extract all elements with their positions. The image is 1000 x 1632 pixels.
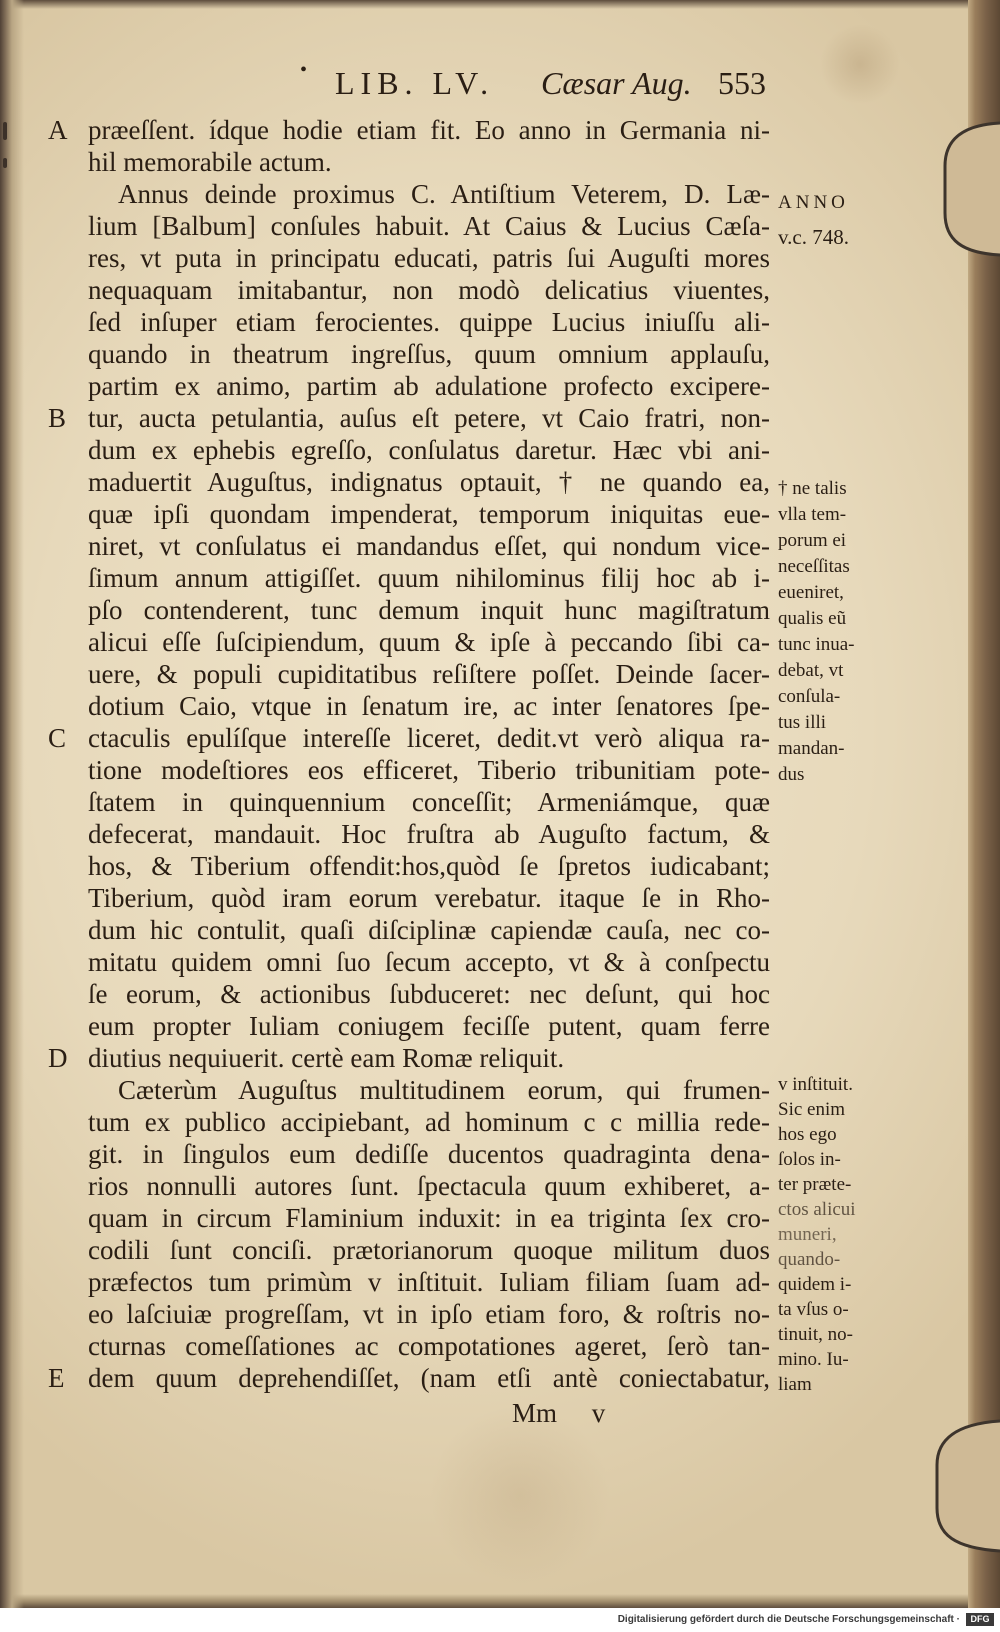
marginal-note-1 [778, 476, 928, 788]
text-line: cturnas comeſſationes ac compotationes ageret, ſerò tan- [88, 1331, 770, 1361]
text-line: dem quum deprehendiſſet, (nam etſi antè coniectabatur, [88, 1363, 770, 1393]
page-number: 553 [718, 65, 766, 101]
text-line: hil memorabile actum. [88, 147, 332, 177]
header-marker: • [300, 59, 308, 81]
note-line: quando- [778, 1249, 841, 1270]
note-line: porum ei [778, 530, 847, 551]
text-line: mitatu quidem omni ſuo ſecum accepto, vt & à conſpectu [88, 947, 770, 977]
text-line: Cæterùm Auguſtus multitudinem eorum, qui frumen- [118, 1075, 770, 1105]
text-line: quando in theatrum ingreſſus, quum omnium applauſu, [88, 339, 770, 369]
text-line: Annus deinde proximus C. Antiſtium Veterem, D. Læ- [118, 179, 770, 209]
text-line: maduertit Auguſtus, indignatus optauit, † ne quando ea, [88, 467, 770, 497]
note-line: hos ego [778, 1124, 837, 1145]
text-line: tione modeſtiores eos efficeret, Tiberio tribunitiam pote- [88, 755, 770, 785]
note-line: ta vſus o- [778, 1299, 849, 1320]
text-line: ſed inſuper etiam ferocientes. quippe Lucius iniuſſu ali- [88, 307, 770, 337]
text-line: pſo contenderent, tunc demum inquit hunc magiſtratum [88, 595, 770, 625]
note-line: liam [778, 1374, 812, 1395]
note-line: neceſſitas [778, 556, 850, 577]
book-number: LIB. LV. [335, 65, 495, 101]
section-letter-e: E [48, 1363, 65, 1393]
text-line: codili ſunt conciſi. prætorianorum quoque militum duos [88, 1235, 770, 1265]
main-text [88, 114, 770, 1394]
note-line: mino. Iu- [778, 1349, 849, 1370]
text-line: eum propter Iuliam coniugem feciſſe putent, quam ferre [88, 1011, 770, 1041]
note-line: dus [778, 764, 805, 785]
text-line: hos, & Tiberium offendit:hos,quòd ſe ſpretos iudicabant; [88, 851, 770, 881]
note-line: tus illi [778, 712, 827, 733]
note-line: ſolos in- [778, 1149, 841, 1170]
text-line: eo laſciuiæ progreſſam, vt in ipſo etiam foro, & roſtris no- [88, 1299, 770, 1329]
credit-text: Digitalisierung gefördert durch die Deutsche Forschungsgemeinschaft [617, 1614, 954, 1625]
note-line: qualis eũ [778, 608, 847, 629]
note-line: Sic enim [778, 1099, 846, 1120]
text-line: quam in circum Flaminium induxit: in ea triginta ſex cro- [88, 1203, 770, 1233]
text-line: tum ex publico accipiebant, ad hominum c c millia rede- [88, 1107, 770, 1137]
text-line: præfectos tum primùm v inſtituit. Iuliam filiam ſuam ad- [88, 1267, 770, 1297]
text-line: res, vt puta in principatu educati, patris ſui Auguſti mores [88, 243, 770, 273]
dfg-logo: DFG [966, 1613, 994, 1626]
section-letter-a: A [48, 115, 68, 145]
funding-credit [618, 1613, 960, 1627]
clasp-mark-top [945, 123, 1000, 255]
credit-separator: · [956, 1614, 960, 1625]
note-line: mandan- [778, 738, 845, 759]
year-note-label: ANNO [778, 192, 849, 213]
text-line: Tiberium, quòd iram eorum verebatur. itaque ſe in Rho- [88, 883, 770, 913]
text-line: dotium Caio, vtque in ſenatum ire, ac inter ſenatores ſpe- [88, 691, 770, 721]
digitization-footer [0, 1608, 1000, 1632]
text-line: quæ ipſi quondam impenderat, temporum iniquitas eue- [88, 499, 770, 529]
note-line: conſula- [778, 686, 841, 707]
clasp-mark-bottom [937, 1421, 1000, 1551]
text-line: dum hic contulit, quaſi diſciplinæ capiendæ cauſa, nec co- [88, 915, 770, 945]
text-line: nequaquam imitabantur, non modò delicatius viuentes, [88, 275, 770, 305]
note-line: vlla tem- [778, 504, 847, 525]
text-line: alicui eſſe ſuſcipiendum, quum & ipſe à peccando ſibi ca- [88, 627, 770, 657]
year-note-value: v.c. 748. [778, 225, 849, 249]
text-line: niret, vt conſulatus ei mandandus eſſet, qui nondum vice- [88, 531, 770, 561]
section-letter-d: D [48, 1043, 68, 1073]
text-line: partim ex animo, partim ab adulatione profecto excipere- [88, 371, 770, 401]
text-line: rios nonnulli autores ſunt. ſpectacula quum exhiberet, a- [88, 1171, 770, 1201]
section-letter-c: C [48, 723, 67, 753]
note-line: v inſtituit. [778, 1074, 853, 1095]
text-line: ſe eorum, & actionibus ſubduceret: nec deſunt, qui hoc [88, 979, 770, 1009]
note-line: ter præte- [778, 1174, 852, 1195]
text-line: uere, & populi cupiditatibus reſiſtere poſſet. Deinde ſacer- [88, 659, 770, 689]
note-line: † ne talis [778, 478, 847, 499]
note-line: tinuit, no- [778, 1324, 853, 1345]
text-line: defecerat, mandauit. Hoc fruſtra ab Auguſto factum, & [88, 819, 770, 849]
text-line: dum ex ephebis egreſſo, conſulatus daretur. Hæc vbi ani- [88, 435, 770, 465]
running-title: Cæsar Aug. [541, 65, 692, 101]
text-line: præeſſent. ídque hodie etiam fit. Eo anno in Germania ni- [88, 115, 770, 145]
text-line: git. in ſingulos eum dediſſe ducentos quadraginta dena- [88, 1139, 770, 1169]
signature-mark: Mm v [512, 1398, 606, 1428]
text-line: lium [Balbum] conſules habuit. At Caius & Lucius Cæſa- [88, 211, 770, 241]
text-line: tur, aucta petulantia, auſus eſt petere, vt Caio fratri, non- [88, 403, 770, 433]
note-line: ctos alicui [778, 1199, 856, 1220]
text-line: ſimum annum attigiſſet. quum nihilominus filij hoc ab i- [88, 563, 770, 593]
note-line: muneri, [778, 1224, 837, 1245]
section-letter-b: B [48, 403, 67, 433]
note-line: tunc inua- [778, 634, 855, 655]
note-line: quidem i- [778, 1274, 852, 1295]
text-line: ctaculis epulíſque intereſſe liceret, dedit.vt verò aliqua ra- [88, 723, 770, 753]
text-line: ſtatem in quinquennium conceſſit; Armeniámque, quæ [88, 787, 770, 817]
marginal-note-2 [778, 1072, 928, 1397]
note-line: debat, vt [778, 660, 844, 681]
text-line: diutius nequiuerit. certè eam Romæ reliquit. [88, 1043, 565, 1073]
note-line: eueniret, [778, 582, 844, 603]
